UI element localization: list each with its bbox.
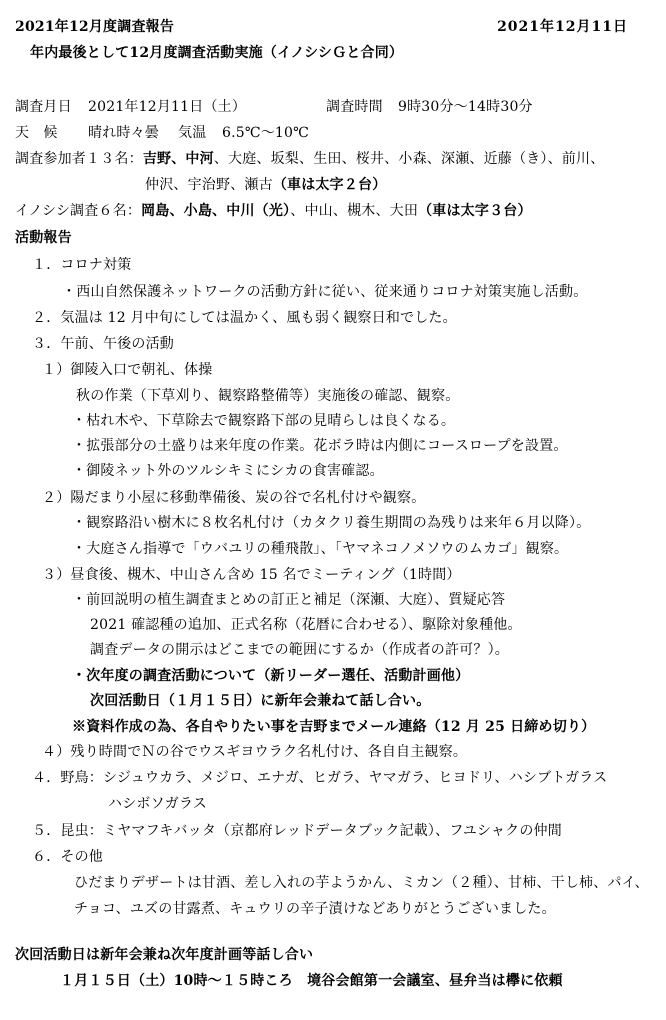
boar-label: イノシシ調査６名： <box>15 203 142 219</box>
section-3-3: ３）昼食後、槻木、中山さん含め 15 名でミーティング（1時間） <box>42 567 461 583</box>
section-5-insects: ５．昆虫：ミヤマフキバッタ（京都府レッドデータブック記載）、フユシャクの仲間 <box>32 823 562 839</box>
section-4-birds-cont: ハシボソガラス <box>108 796 207 812</box>
activity-report-heading: 活動報告 <box>15 230 72 246</box>
section-3-3-text-3: 次回活動日（１月１５日）に新年会兼ねて話し合い。 <box>90 693 431 709</box>
next-activity-heading: 次回活動日は新年会兼ね次年度計画等話し合い <box>15 947 314 963</box>
next-activity-detail: １月１５日（土）10時〜１５時ころ 境谷会館第一会議室、昼弁当は欅に依頼 <box>60 973 563 989</box>
section-3-1-bullet-3: ・御陵ネット外のツルシキミにシカの食害確認。 <box>72 463 384 479</box>
section-3: ３．午前、午後の活動 <box>32 336 174 352</box>
section-3-3-text-2: 調査データの開示はどこまでの範囲にするか（作成者の許可？）。 <box>90 642 509 658</box>
section-3-3-bullet-2: ・次年度の調査活動について（新リーダー選任、活動計画他） <box>72 668 470 684</box>
boar-car-note: （車は太字３台） <box>418 203 532 219</box>
participants-line <box>15 150 604 168</box>
section-3-2-bullet-2: ・大庭さん指導で「ウバユリの種飛散」、「ヤマネコノメソウのムカゴ」観察。 <box>72 541 569 557</box>
report-title: 2021年12月度調査報告 <box>15 19 175 35</box>
report-subtitle: 年内最後として12月度調査活動実施（イノシシＧと合同） <box>30 45 404 61</box>
section-3-1-text: 秋の作業（下草刈り、観察路整備等）実施後の確認、観察。 <box>76 388 460 404</box>
participants-line-2 <box>145 176 386 194</box>
section-3-3-text-1: 2021 確認種の追加、正式名称（花暦に合わせる）、駆除対象種他。 <box>90 617 522 633</box>
survey-date-label: 調査月日 <box>15 99 72 115</box>
section-3-4: ４）残り時間でＮの谷でウスギヨウラク名札付け、各自自主観察。 <box>42 744 468 760</box>
survey-time-label: 調査時間 <box>326 99 383 115</box>
boar-drivers: 岡島、小島、中川（光） <box>141 203 291 219</box>
section-1-bullet: ・西山自然保護ネットワークの活動方針に従い、従来通りコロナ対策実施し活動。 <box>62 284 588 300</box>
participants-car-note: （車は太字２台） <box>272 177 387 193</box>
section-3-1-bullet-2: ・拡張部分の土盛りは来年度の作業。花ボラ時は内側にコースロープを設置。 <box>72 438 568 454</box>
section-3-1-bullet-1: ・枯れ木や、下草除去で観察路下部の見晴らしは良くなる。 <box>72 413 456 429</box>
report-date: 2021年12月11日 <box>497 19 628 35</box>
section-3-2: ２）陽だまり小屋に移動準備後、炭の谷で名札付けや観察。 <box>42 490 426 506</box>
participants-others: 、大庭、坂梨、生田、桜井、小森、深瀬、近藤（き）、前川、 <box>213 151 605 167</box>
section-3-1: １）御陵入口で朝礼、体操 <box>42 362 213 378</box>
section-3-2-bullet-1: ・観察路沿い樹木に８枚名札付け（カタクリ養生期間の為残りは来年６月以降）。 <box>72 515 591 531</box>
temperature-label: 気温 <box>178 125 207 141</box>
participants-names-2: 仲沢、宇治野、瀬古 <box>145 177 273 193</box>
survey-time-value: 9時30分〜14時30分 <box>398 99 533 115</box>
weather-value: 晴れ時々曇 <box>88 125 159 141</box>
section-6-text-1: ひだまりデザートは甘酒、差し入れの芋ようかん、ミカン（２種）、甘柿、干し柿、パイ、 <box>74 875 649 891</box>
section-6-text-2: チョコ、ユズの甘露煮、キュウリの辛子漬けなどありがとうございました。 <box>74 901 556 917</box>
section-4-birds: ４．野鳥：シジュウカラ、メジロ、エナガ、ヒガラ、ヤマガラ、ヒヨドリ、ハシブトガラス <box>32 770 608 786</box>
weather-label: 天 候 <box>15 125 58 141</box>
section-3-3-bullet-1: ・前回説明の植生調査まとめの訂正と補足（深瀬、大庭）、質疑応答 <box>72 592 506 608</box>
section-6: ６．その他 <box>32 849 103 865</box>
survey-date-value: 2021年12月11日（土） <box>88 99 247 115</box>
section-3-3-note: ※資料作成の為、各自やりたい事を吉野までメール連絡（12 月 25 日締め切り） <box>72 719 596 735</box>
section-2: ２．気温は 12 月中旬にしては温かく、風も弱く観察日和でした。 <box>32 310 457 326</box>
boar-others: 、中山、槻木、大田 <box>290 203 419 219</box>
boar-participants-line <box>15 202 532 220</box>
temperature-value: 6.5℃〜10℃ <box>222 125 310 141</box>
participants-drivers: 吉野、中河 <box>142 151 214 167</box>
participants-label: 調査参加者１３名： <box>15 151 143 167</box>
section-1: １．コロナ対策 <box>32 257 132 273</box>
